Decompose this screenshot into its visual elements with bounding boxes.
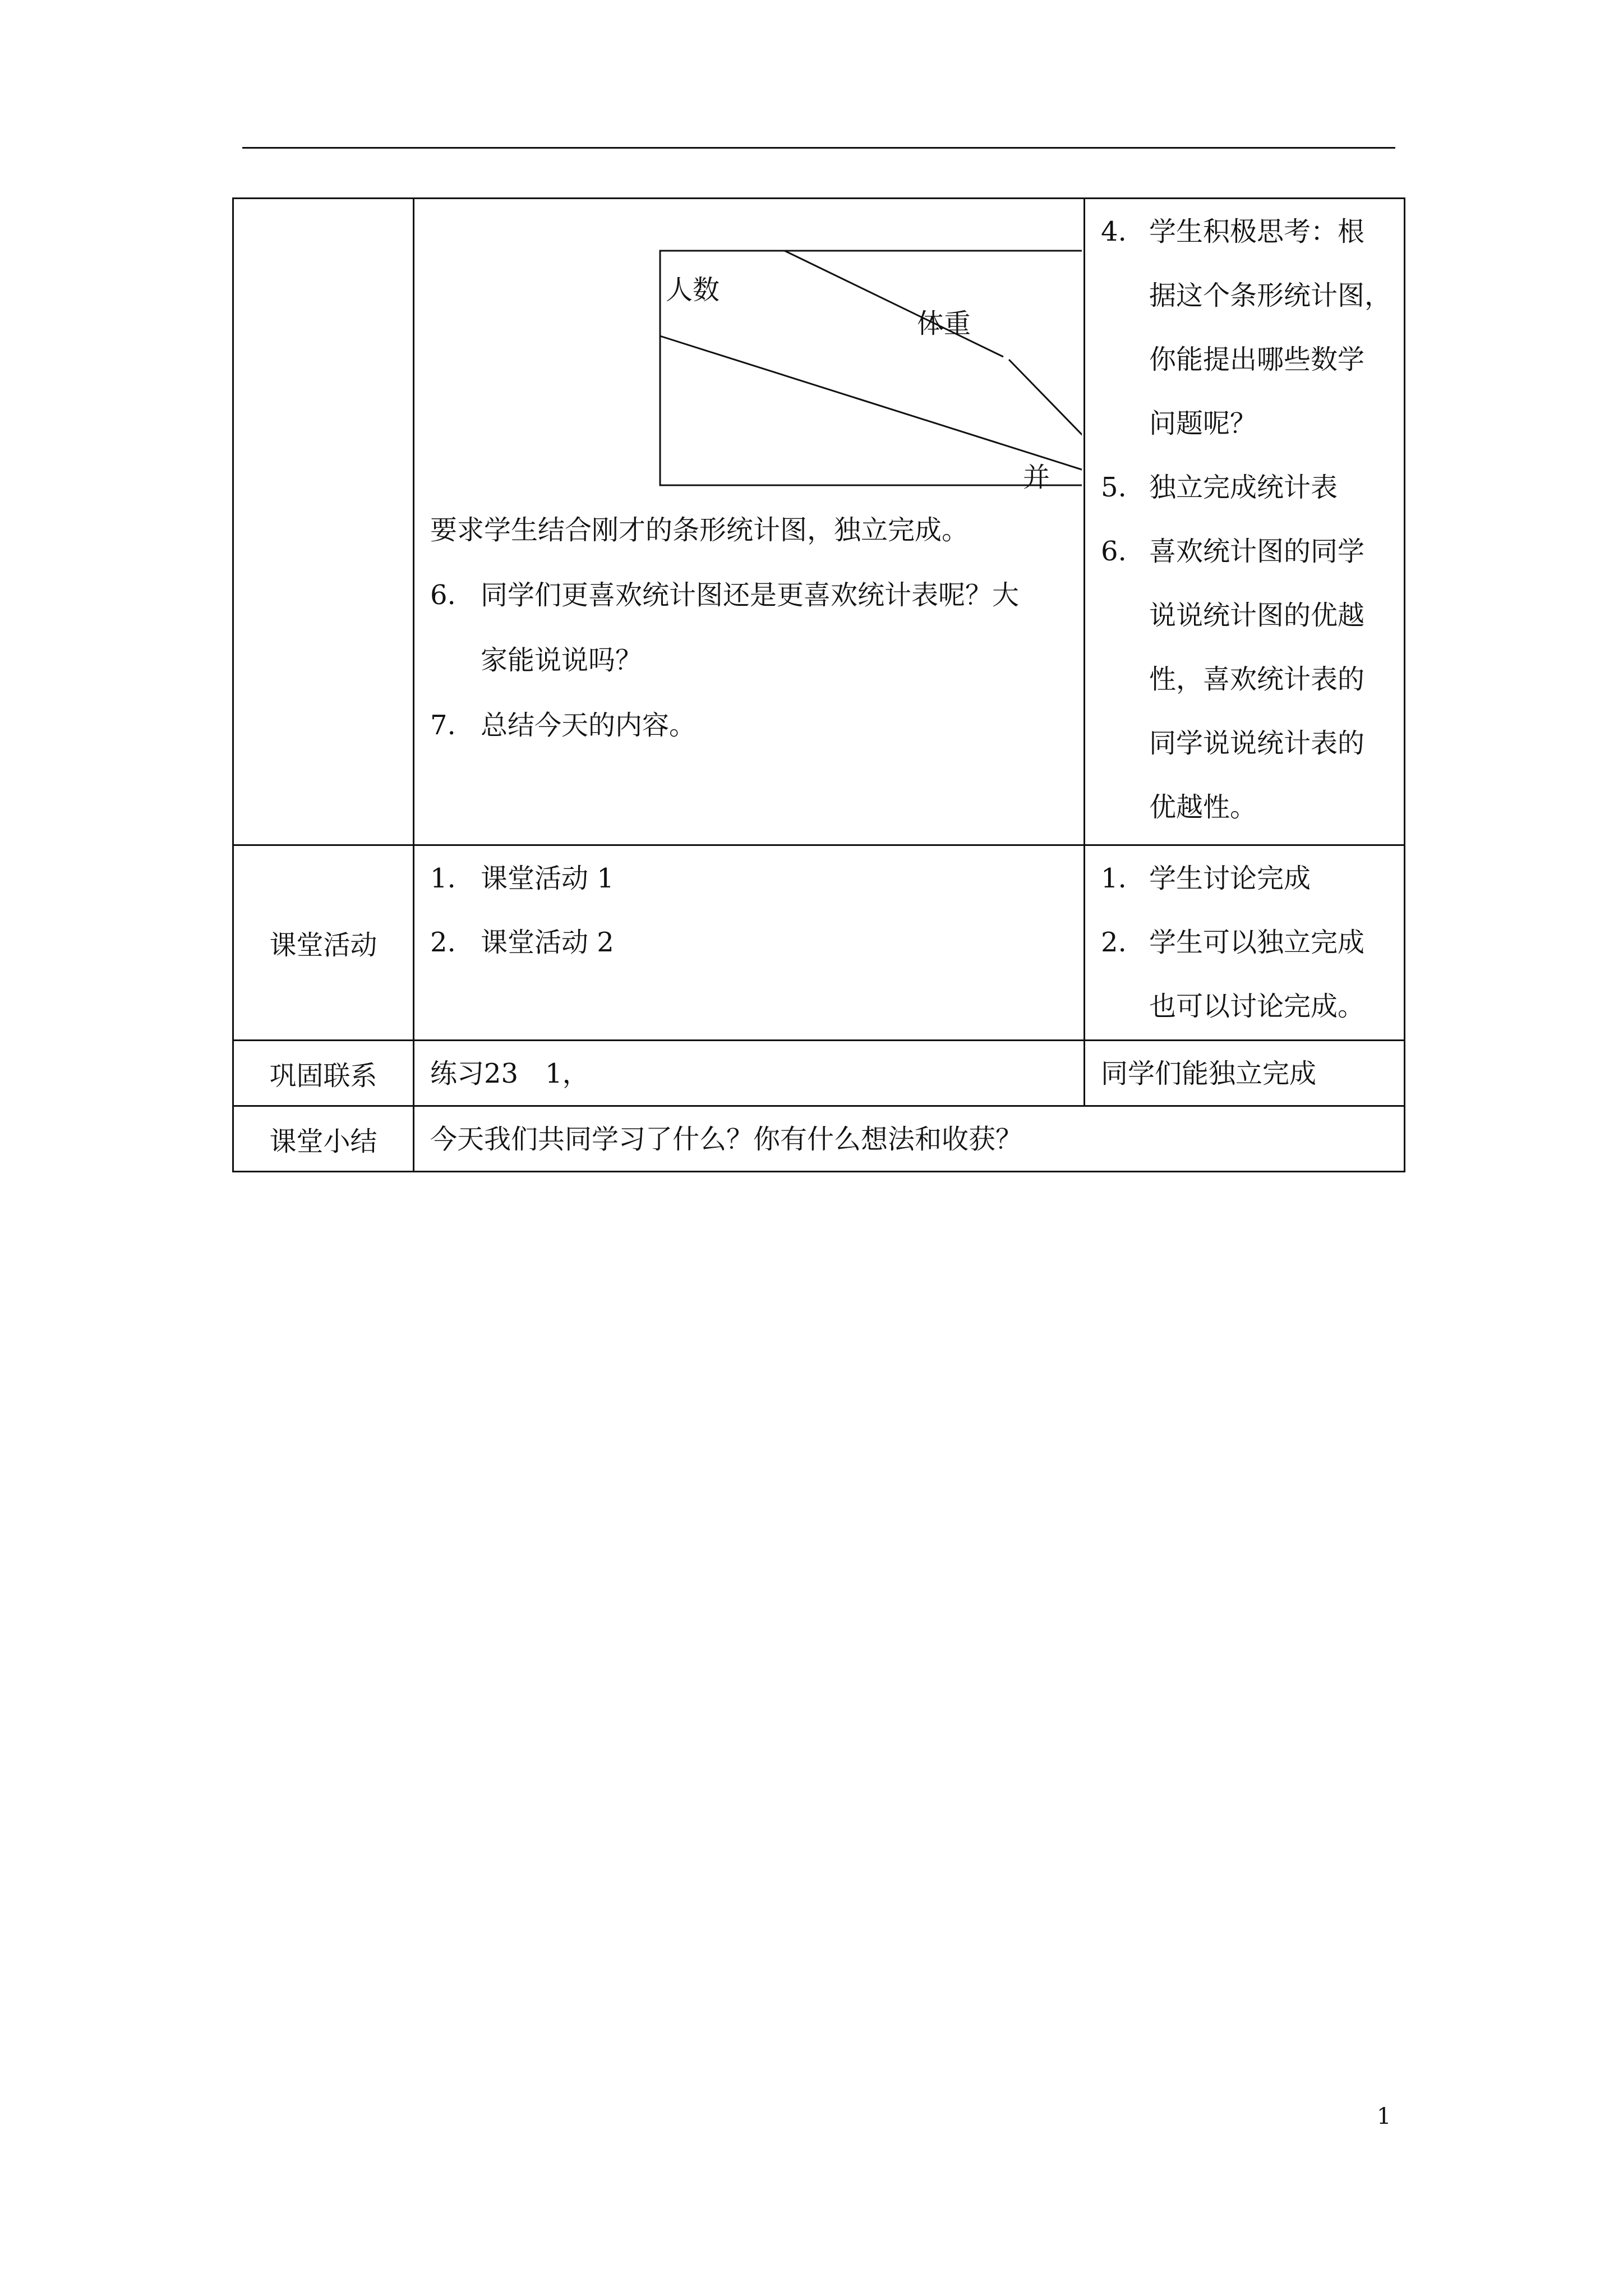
row-label-practice: 巩固联系 bbox=[233, 1041, 414, 1106]
item6-number: 6. bbox=[430, 579, 456, 611]
student-item4-line3: 你能提出哪些数学 bbox=[1149, 344, 1365, 375]
trailing-word: 并 bbox=[1023, 462, 1050, 493]
student-activity-1-number: 1. bbox=[1101, 863, 1127, 894]
diagram-line-upper-a bbox=[785, 251, 1003, 357]
item6-text-line2: 家能说说吗？ bbox=[481, 645, 643, 676]
diagram-label-weight: 体重 bbox=[917, 308, 971, 339]
row-label-empty bbox=[233, 199, 414, 845]
diagram-label-people: 人数 bbox=[666, 274, 720, 306]
process-student-cell bbox=[1085, 199, 1405, 845]
practice-text: 练习23 1， bbox=[430, 1058, 589, 1089]
activity-1-number: 1. bbox=[430, 863, 456, 894]
table-header-diagram bbox=[414, 199, 1082, 536]
table-row-process bbox=[233, 199, 1405, 845]
student-item4-line4: 问题呢？ bbox=[1149, 408, 1257, 439]
practice-student-cell bbox=[1085, 1041, 1405, 1106]
student-activity-2-number: 2. bbox=[1101, 927, 1127, 958]
student-item5-text: 独立完成统计表 bbox=[1149, 472, 1338, 503]
class-activity-student-cell bbox=[1085, 845, 1405, 1041]
page-number: 1 bbox=[1377, 2104, 1391, 2129]
item7-number: 7. bbox=[430, 710, 456, 741]
student-activity-2-line1: 学生可以独立完成 bbox=[1149, 927, 1365, 958]
student-activity-2-line2: 也可以讨论完成。 bbox=[1149, 991, 1365, 1022]
student-activity-1-text: 学生讨论完成 bbox=[1149, 863, 1311, 894]
instruction-line: 要求学生结合刚才的条形统计图，独立完成。 bbox=[430, 514, 969, 546]
activity-2-number: 2. bbox=[430, 927, 456, 958]
student-item6-number: 6. bbox=[1101, 536, 1127, 567]
student-item4-line1: 学生积极思考：根 bbox=[1149, 216, 1365, 247]
table-row-practice bbox=[233, 1041, 1405, 1106]
item6-text-line1: 同学们更喜欢统计图还是更喜欢统计表呢？大 bbox=[481, 579, 1020, 611]
item7-text: 总结今天的内容。 bbox=[481, 710, 697, 741]
class-activity-teacher-cell bbox=[414, 845, 1085, 1041]
activity-2-text: 课堂活动 2 bbox=[481, 927, 614, 958]
process-teacher-cell bbox=[414, 199, 1085, 845]
header-rule bbox=[242, 147, 1395, 149]
practice-student-text: 同学们能独立完成 bbox=[1101, 1058, 1317, 1089]
table-row-class-activity bbox=[233, 845, 1405, 1041]
lesson-plan-table bbox=[232, 197, 1405, 1172]
student-item6-line4: 同学说说统计表的 bbox=[1149, 728, 1365, 759]
activity-1-text: 课堂活动 1 bbox=[481, 863, 614, 894]
table-row-summary bbox=[233, 1106, 1405, 1172]
student-item4-line2: 据这个条形统计图， bbox=[1149, 280, 1392, 311]
student-item4-number: 4. bbox=[1101, 216, 1127, 247]
student-item6-line3: 性，喜欢统计表的 bbox=[1149, 664, 1365, 695]
summary-text: 今天我们共同学习了什么？你有什么想法和收获？ bbox=[430, 1124, 1023, 1155]
row-label-class-activity: 课堂活动 bbox=[233, 845, 414, 1041]
diagram-line-lower bbox=[660, 336, 1082, 485]
row-label-summary: 课堂小结 bbox=[233, 1106, 414, 1172]
practice-teacher-cell bbox=[414, 1041, 1085, 1106]
student-item6-line2: 说说统计图的优越 bbox=[1149, 600, 1365, 631]
summary-cell bbox=[414, 1106, 1405, 1172]
student-item6-line1: 喜欢统计图的同学 bbox=[1149, 536, 1365, 567]
student-item5-number: 5. bbox=[1101, 472, 1127, 503]
student-item6-line5: 优越性。 bbox=[1149, 792, 1257, 823]
